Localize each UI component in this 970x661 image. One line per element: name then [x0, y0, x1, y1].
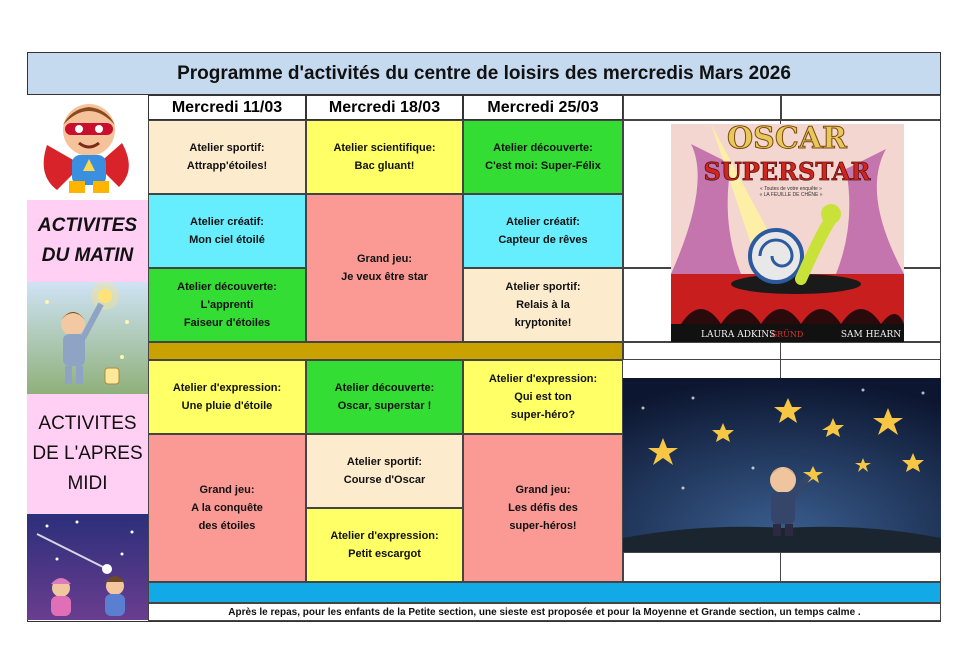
morning-label: ACTIVITES DU MATIN: [27, 200, 148, 282]
column-header-3: Mercredi 25/03: [463, 95, 623, 120]
activity-cell: Grand jeu: A la conquête des étoiles: [148, 434, 306, 582]
activity-cell: Atelier scientifique: Bac gluant!: [306, 120, 463, 194]
activity-cell: Atelier créatif: Mon ciel étoilé: [148, 194, 306, 268]
book-illustrator: SAM HEARN: [840, 330, 902, 340]
page-title: Programme d'activités du centre de loisirs des mercredis Mars 2026: [27, 52, 941, 95]
activity-cell: Atelier découverte: C'est moi: Super-Félix: [463, 120, 623, 194]
boy-with-star-jar-image: [27, 282, 148, 394]
activity-cell: Atelier sportif: Relais à la kryptonite!: [463, 268, 623, 342]
lunch-divider-band: [148, 342, 623, 360]
activity-cell: Atelier d'expression: Une pluie d'étoile: [148, 360, 306, 434]
activity-cell: Atelier d'expression: Petit escargot: [306, 508, 463, 582]
activity-cell: Atelier créatif: Capteur de rêves: [463, 194, 623, 268]
blue-divider-band: [148, 582, 941, 603]
activity-cell: Atelier sportif: Attrapp'étoiles!: [148, 120, 306, 194]
afternoon-label: ACTIVITES DE L'APRES MIDI: [27, 394, 148, 514]
book-cover-image: [671, 124, 904, 342]
empty-cell: [623, 342, 941, 360]
activity-cell: Atelier sportif: Course d'Oscar: [306, 434, 463, 508]
book-author: LAURA ADKINS: [701, 330, 776, 340]
boy-reaching-stars-image: [623, 378, 941, 552]
activity-cell: Atelier découverte: L'apprenti Faiseur d'étoiles: [148, 268, 306, 342]
column-header-2: Mercredi 18/03: [306, 95, 463, 120]
empty-cell: [623, 552, 941, 582]
column-header-1: Mercredi 11/03: [148, 95, 306, 120]
empty-header-cell: [623, 95, 781, 120]
book-title-line2: SUPERSTAR: [703, 157, 871, 186]
footer-note: Après le repas, pour les enfants de la Petite section, une sieste est proposée et pour la Moyenne et Grande section, un temps calme .: [148, 603, 941, 621]
activity-cell: Atelier découverte: Oscar, superstar !: [306, 360, 463, 434]
book-publisher: GRÜND: [770, 330, 804, 339]
kids-night-sky-image: [27, 514, 148, 620]
activity-cell: Grand jeu: Je veux être star: [306, 194, 463, 342]
superhero-kid-image: [27, 95, 148, 200]
activity-cell: Grand jeu: Les défis des super-héros!: [463, 434, 623, 582]
empty-header-cell: [781, 95, 941, 120]
book-subtitle: « Toutes de votre enquête » « LA FEUILLE DE CHÊNE »: [759, 186, 823, 198]
activity-cell: Atelier d'expression: Qui est ton super-héro?: [463, 360, 623, 434]
book-title-line1: OSCAR: [727, 124, 847, 156]
